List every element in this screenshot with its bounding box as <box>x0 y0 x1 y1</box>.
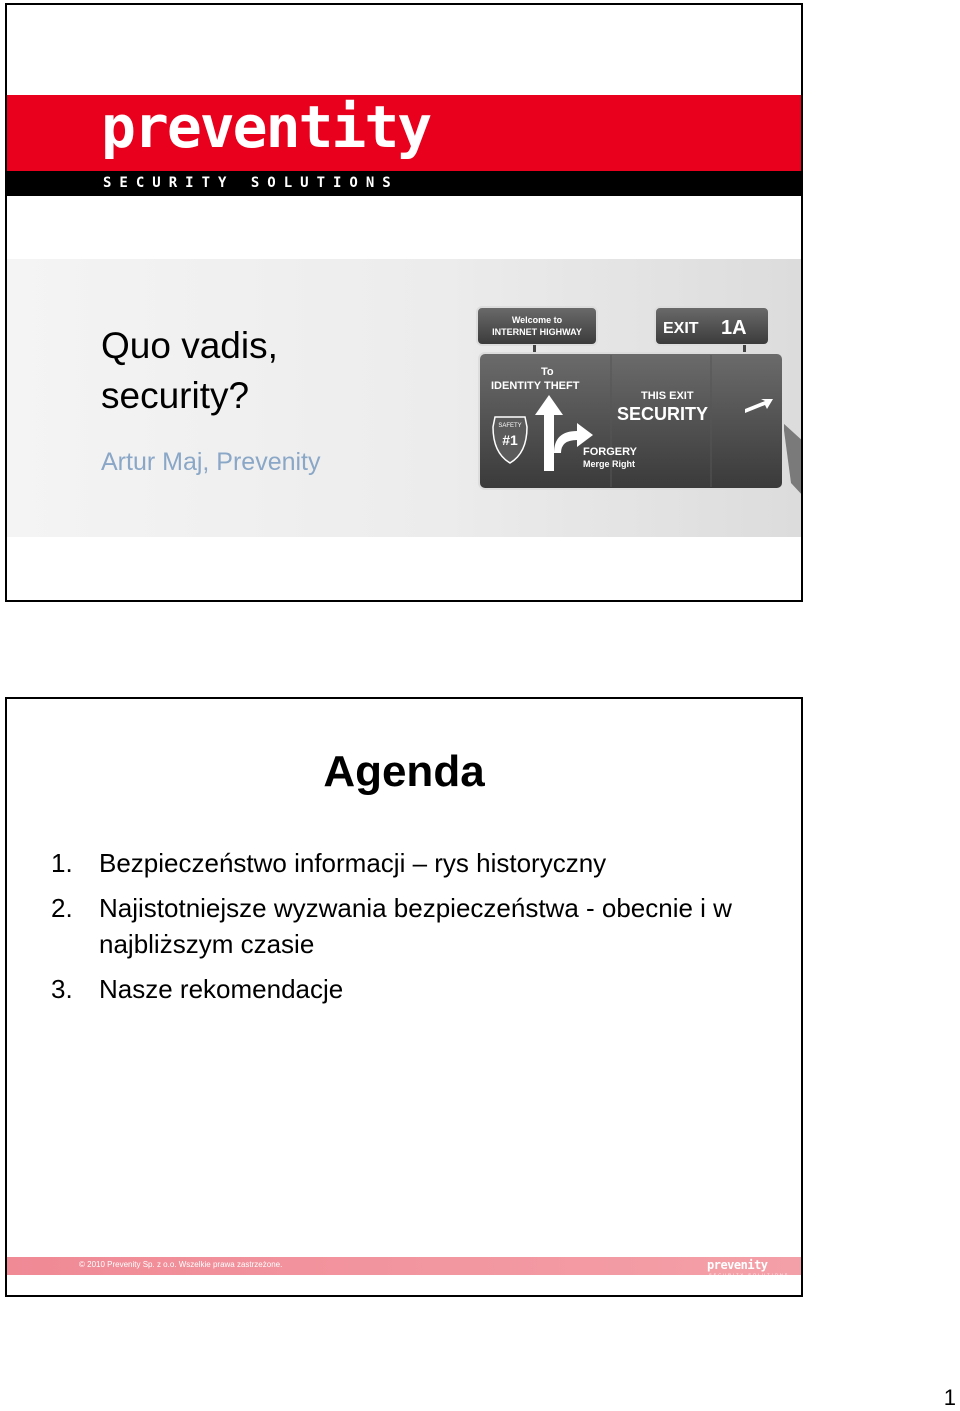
agenda-title: Agenda <box>323 747 485 796</box>
list-item-text: Nasze rekomendacje <box>99 974 344 1004</box>
footer-logo-tagline: SECURITY SOLUTIONS <box>709 1272 790 1277</box>
list-item-number: 2. <box>51 893 73 923</box>
list-item-number: 1. <box>51 848 73 878</box>
sign-to-label: To <box>541 366 554 378</box>
footer-copyright: © 2010 Prevenity Sp. z o.o. Wszelkie prawa zastrzeżone. <box>79 1260 283 1269</box>
title-slide <box>5 3 803 602</box>
agenda-slide <box>5 697 803 1297</box>
agenda-list <box>51 845 791 1016</box>
sign-this-exit: THIS EXIT <box>641 390 694 402</box>
sign-welcome-line2: INTERNET HIGHWAY <box>492 327 582 337</box>
list-item <box>51 845 791 881</box>
sign-exit-label: EXIT <box>663 320 699 337</box>
slide-title: Quo vadis, security? <box>101 325 278 416</box>
slide-subtitle: Artur Maj, Prevenity <box>101 448 321 476</box>
sign-shield-top: SAFETY <box>498 423 522 429</box>
brand-tagline: SECURITY SOLUTIONS <box>103 175 399 191</box>
highway-sign-image <box>473 303 803 503</box>
footer-logo: prevenity <box>707 1258 768 1272</box>
sign-identity-theft: IDENTITY THEFT <box>491 380 580 392</box>
sign-exit-number: 1A <box>721 317 747 339</box>
brand-logo: preventity <box>101 93 431 161</box>
sign-security: SECURITY <box>617 404 709 424</box>
list-item-text: Najistotniejsze wyzwania bezpieczeństwa - obecnie i w najbliższym czasie <box>99 893 732 959</box>
list-item-text: Bezpieczeństwo informacji – rys historyczny <box>99 848 607 878</box>
list-item <box>51 890 791 962</box>
sign-welcome-line1: Welcome to <box>511 315 563 325</box>
list-item <box>51 971 791 1007</box>
sign-shield-num: #1 <box>502 432 518 448</box>
sign-merge-right: Merge Right <box>583 459 636 469</box>
sign-forgery: FORGERY <box>583 446 637 458</box>
list-item-number: 3. <box>51 974 73 1004</box>
page-number: 1 <box>943 1385 956 1410</box>
